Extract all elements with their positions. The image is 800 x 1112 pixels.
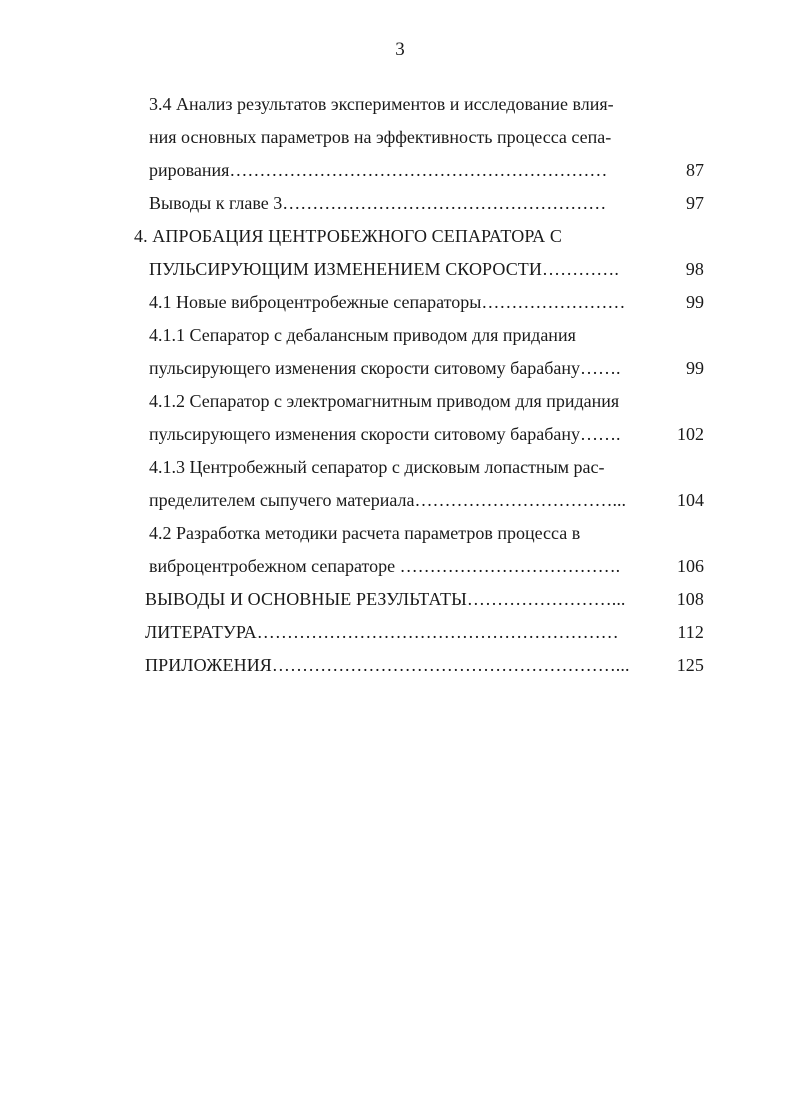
toc-line xyxy=(0,220,800,253)
toc-entry-text: 4.2 Разработка методики расчета параметров процесса в xyxy=(149,523,581,543)
toc-page-number: 108 xyxy=(676,589,704,609)
toc-page-number: 112 xyxy=(677,622,704,642)
toc-page-number: 99 xyxy=(686,358,704,378)
toc-entry-text: 3.4 Анализ результатов экспериментов и исследование влия- xyxy=(149,94,614,114)
toc-line xyxy=(0,385,800,418)
toc-line xyxy=(0,484,800,517)
toc-line xyxy=(0,88,800,121)
toc-page-number: 87 xyxy=(686,160,704,180)
toc-entry-text: пульсирующего изменения скорости ситовому барабану……. xyxy=(149,424,621,444)
toc-line xyxy=(0,550,800,583)
toc-entry-text: пульсирующего изменения скорости ситовому барабану……. xyxy=(149,358,621,378)
toc-line xyxy=(0,649,800,682)
toc-line xyxy=(0,286,800,319)
toc-line xyxy=(0,583,800,616)
toc-entry-text: Выводы к главе 3……………………………………………… xyxy=(149,193,607,213)
toc-section-heading: ЛИТЕРАТУРА…………………………………………………… xyxy=(145,622,619,642)
table-of-contents xyxy=(0,88,800,682)
page-number: 3 xyxy=(395,39,405,60)
toc-page-number: 106 xyxy=(677,556,704,576)
toc-line xyxy=(0,616,800,649)
toc-entry-text: 4.1.3 Центробежный сепаратор с дисковым лопастным рас- xyxy=(149,457,605,477)
toc-entry-text: пределителем сыпучего материала……………………………... xyxy=(149,490,626,510)
toc-section-heading: ВЫВОДЫ И ОСНОВНЫЕ РЕЗУЛЬТАТЫ……………………... xyxy=(145,589,626,609)
toc-line xyxy=(0,121,800,154)
toc-line xyxy=(0,451,800,484)
toc-line xyxy=(0,319,800,352)
toc-page-number: 97 xyxy=(686,193,704,213)
toc-page-number: 125 xyxy=(676,655,704,675)
toc-line xyxy=(0,418,800,451)
toc-entry-text: 4.1.1 Сепаратор с дебалансным приводом для придания xyxy=(149,325,576,345)
toc-entry-text: ния основных параметров на эффективность процесса сепа- xyxy=(149,127,612,147)
toc-entry-text: 4.1.2 Сепаратор с электромагнитным приводом для придания xyxy=(149,391,620,411)
toc-entry-text: 4.1 Новые виброцентробежные сепараторы…………………… xyxy=(149,292,626,312)
toc-line xyxy=(0,187,800,220)
toc-line xyxy=(0,253,800,286)
toc-page-number: 99 xyxy=(686,292,704,312)
toc-line xyxy=(0,154,800,187)
toc-line xyxy=(0,352,800,385)
toc-page-number: 102 xyxy=(677,424,704,444)
toc-line xyxy=(0,517,800,550)
toc-entry-text: рирования……………………………………………………… xyxy=(149,160,608,180)
toc-section-heading: ПРИЛОЖЕНИЯ…………………………………………………... xyxy=(145,655,630,675)
toc-chapter-heading: ПУЛЬСИРУЮЩИМ ИЗМЕНЕНИЕМ СКОРОСТИ…………. xyxy=(149,259,620,279)
toc-entry-text: виброцентробежном сепараторе ………………………………. xyxy=(149,556,621,576)
toc-page-number: 98 xyxy=(685,259,704,279)
toc-page-number: 104 xyxy=(677,490,704,510)
toc-chapter-heading: 4. АПРОБАЦИЯ ЦЕНТРОБЕЖНОГО СЕПАРАТОРА С xyxy=(134,226,562,246)
